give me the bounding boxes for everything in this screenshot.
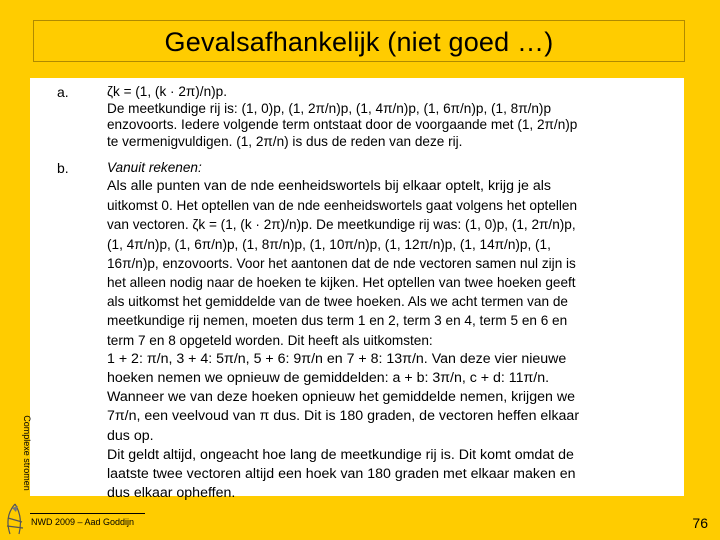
text-line: dus elkaar opheffen.: [107, 485, 236, 502]
part-a-text: [107, 84, 679, 150]
page-number: 76: [692, 515, 708, 531]
text-line: laatste twee vectoren altijd een hoek van 180 graden met elkaar maken en: [107, 466, 576, 483]
text-line: Als alle punten van de nde eenheidswortels bij elkaar optelt, krijg je als: [107, 178, 552, 194]
side-label: Complexe stromen: [22, 415, 32, 491]
text-line: Dit geldt altijd, ongeacht hoe lang de meetkundige rij is. Dit komt omdat de: [107, 446, 574, 463]
part-a-label: a.: [57, 84, 69, 100]
text-line: van vectoren. ζk = (1, (k · 2π)/n)p. De meetkundige rij was: (1, 0)p, (1, 2π/n)p,: [107, 217, 576, 233]
part-b-text: [107, 177, 679, 503]
text-line: (1, 4π/n)p, (1, 6π/n)p, (1, 8π/n)p, (1, 10π/n)p, (1, 12π/n)p, (1, 14π/n)p, (1,: [107, 236, 551, 252]
part-b-heading-block: [107, 160, 679, 177]
text-line: enzovoorts. Iedere volgende term ontstaat door de voorgaande met (1, 2π/n)p: [107, 117, 578, 132]
title-frame: [33, 20, 685, 62]
text-line: het alleen nodig naar de hoeken te kijken. Het optellen van twee hoeken geeft: [107, 275, 576, 291]
part-b-heading: Vanuit rekenen:: [107, 160, 202, 175]
text-line: 7π/n, een veelvoud van π dus. Dit is 180 graden, de vectoren heffen elkaar: [107, 408, 580, 425]
footer-text: NWD 2009 – Aad Goddijn: [31, 517, 135, 527]
text-line: als uitkomst het gemiddelde van de twee hoeken. Als we acht termen van de: [107, 294, 568, 310]
text-line: term 7 en 8 opgeteld worden. Dit heeft als uitkomsten:: [107, 332, 433, 348]
footer-divider: [30, 513, 145, 514]
part-b-label: b.: [57, 160, 69, 176]
text-line: meetkundige rij nemen, moeten dus term 1 en 2, term 3 en 4, term 5 en 6 en: [107, 313, 568, 329]
text-line: uitkomst 0. Het optellen van de nde eenheidswortels gaat volgens het optellen: [107, 198, 578, 214]
text-line: te vermenigvuldigen. (1, 2π/n) is dus de reden van deze rij.: [107, 133, 463, 149]
text-line: 1 + 2: π/n, 3 + 4: 5π/n, 5 + 6: 9π/n en 7 + 8: 13π/n. Van deze vier nieuwe: [107, 350, 567, 367]
text-line: dus op.: [107, 427, 154, 444]
text-line: Wanneer we van deze hoeken opnieuw het gemiddelde nemen, krijgen we: [107, 389, 575, 406]
text-line: ζk = (1, (k · 2π)/n)p.: [107, 84, 227, 99]
logo-icon: [2, 500, 28, 538]
text-line: De meetkundige rij is: (1, 0)p, (1, 2π/n)p, (1, 4π/n)p, (1, 6π/n)p, (1, 8π/n)p: [107, 100, 552, 116]
slide-title: Gevalsafhankelijk (niet goed …): [164, 27, 554, 57]
text-line: hoeken nemen we opnieuw de gemiddelden: a + b: 3π/n, c + d: 11π/n.: [107, 370, 550, 387]
text-line: 16π/n)p, enzovoorts. Voor het aantonen dat de nde vectoren samen nul zijn is: [107, 255, 576, 271]
